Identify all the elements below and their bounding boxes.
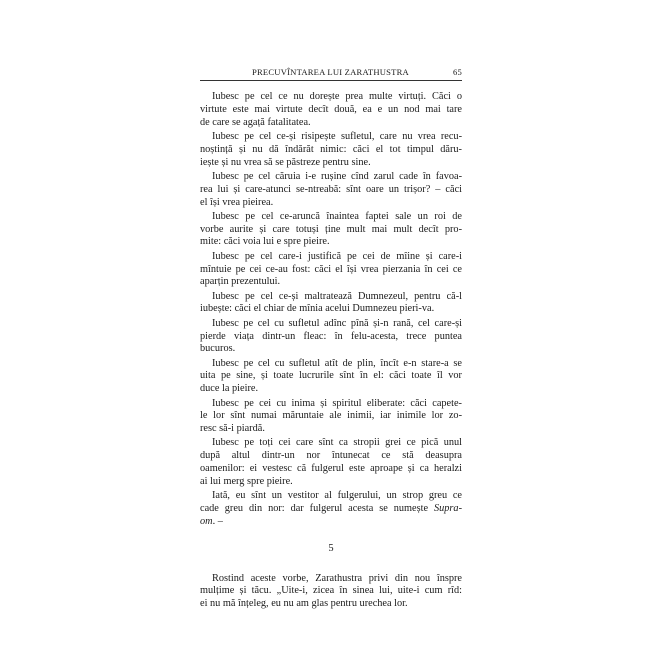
paragraph bbox=[200, 291, 462, 317]
paragraph bbox=[200, 211, 462, 250]
paragraph bbox=[200, 251, 462, 290]
page-number: 65 bbox=[453, 67, 462, 77]
paragraph bbox=[200, 490, 462, 529]
text-line: Iubesc pe cel ce nu dorește prea multe virtuți. Căci o bbox=[212, 91, 462, 102]
text-line: de care se agață fatalitatea. bbox=[200, 116, 311, 128]
text-line: Iubesc pe cel care-i justifică pe cei de mîine și care-i bbox=[212, 250, 462, 262]
text-line: oamenilor: ei vestesc că fulgerul este aproape și ca heralzi bbox=[200, 463, 462, 475]
page-body bbox=[200, 91, 462, 613]
paragraph bbox=[200, 358, 462, 397]
section-number: 5 bbox=[328, 542, 334, 554]
text-line: bucuros. bbox=[200, 343, 236, 355]
paragraph bbox=[200, 131, 462, 170]
text-line: Iubesc pe cel ce-aruncă înaintea faptei sale un roi de bbox=[212, 210, 462, 222]
text-line: el își vrea pieirea. bbox=[200, 196, 274, 208]
running-header bbox=[200, 67, 462, 81]
paragraph bbox=[200, 398, 462, 437]
text-line: Iubesc pe cel cu sufletul adînc pînă și-n rană, cel care-și bbox=[212, 317, 462, 329]
text-line: resc să-i piardă. bbox=[200, 423, 265, 435]
paragraph bbox=[200, 573, 462, 612]
text-line: Iubesc pe cel cu sufletul atît de plin, încît e-n stare-a se bbox=[212, 357, 462, 369]
text-line: duce la pieire. bbox=[200, 383, 259, 395]
header-rule bbox=[200, 80, 462, 81]
text-line: Iubesc pe toți cei care sînt ca stropii grei ce pică unul bbox=[212, 437, 462, 449]
text-line: vorbe aurite și care totuși ține mult mai mult decît pro- bbox=[200, 223, 462, 235]
text-line: iubește: căci el chiar de mînia acelui Dumnezeu pieri-va. bbox=[200, 303, 435, 315]
text-line: mîntuie pe cei ce-au fost: căci el își vrea pierzania în cei ce bbox=[200, 263, 462, 275]
paragraph bbox=[200, 437, 462, 488]
paragraph bbox=[200, 91, 462, 130]
running-title: PRECUVÎNTAREA LUI ZARATHUSTRA bbox=[252, 67, 409, 77]
text-line: Iată, eu sînt un vestitor al fulgerului, un strop greu ce bbox=[212, 490, 462, 502]
text-line: aparțin prezentului. bbox=[200, 276, 281, 288]
text-line: Iubesc pe cel ce-și maltratează Dumnezeul, pentru că-l bbox=[212, 290, 462, 302]
text-line: Iubesc pe cei cu inima și spiritul eliberate: căci capete- bbox=[212, 397, 462, 409]
text-line: Iubesc pe cel ce-și risipește sufletul, care nu vrea recu- bbox=[212, 130, 462, 142]
paragraph bbox=[200, 171, 462, 210]
text-line: rea lui și care-atunci se-ntreabă: sînt oare un trișor? – căci bbox=[200, 183, 462, 195]
text-line: le lor sînt numai măruntaie ale inimii, iar inimile lor zo- bbox=[200, 410, 462, 422]
text-line: iește și nu vrea să se păstreze pentru sine. bbox=[200, 156, 371, 168]
text-line: ai lui merg spre pieire. bbox=[200, 475, 293, 487]
paragraph bbox=[200, 318, 462, 357]
text-line: ei nu mă înțeleg, eu nu am glas pentru urechea lor. bbox=[200, 598, 408, 610]
text-line: Rostind aceste vorbe, Zarathustra privi din nou înspre bbox=[212, 572, 462, 584]
text-fragment: . – bbox=[212, 515, 223, 527]
italic-word: om bbox=[200, 515, 213, 527]
text-line bbox=[200, 503, 462, 516]
text-fragment: cade greu din nor: dar fulgerul acesta se numește bbox=[200, 503, 429, 515]
text-line: virtute este mai virtute decît două, ea e un nod mai tare bbox=[200, 103, 462, 115]
italic-word: Supra- bbox=[433, 503, 462, 515]
text-line bbox=[200, 516, 462, 529]
text-line: pierde viața dintr-un fleac: în felu-acesta, trece puntea bbox=[200, 330, 462, 342]
text-line: Iubesc pe cel căruia i-e rușine cînd zarul cade în favoa- bbox=[212, 170, 462, 182]
text-line: mite: căci voia lui e spre pieire. bbox=[200, 236, 330, 248]
text-line: după altul dintr-un nor întunecat ce stă deasupra bbox=[200, 450, 462, 462]
text-line: noștință și nu dă îndărăt nimic: căci el tot timpul dăru- bbox=[200, 143, 462, 155]
text-line: uita pe sine, și toate lucrurile sînt în el: căci toate îl vor bbox=[200, 370, 462, 382]
text-line: mulțime și tăcu. „Uite-i, zicea în sinea lui, uite-i cum rîd: bbox=[200, 585, 462, 597]
